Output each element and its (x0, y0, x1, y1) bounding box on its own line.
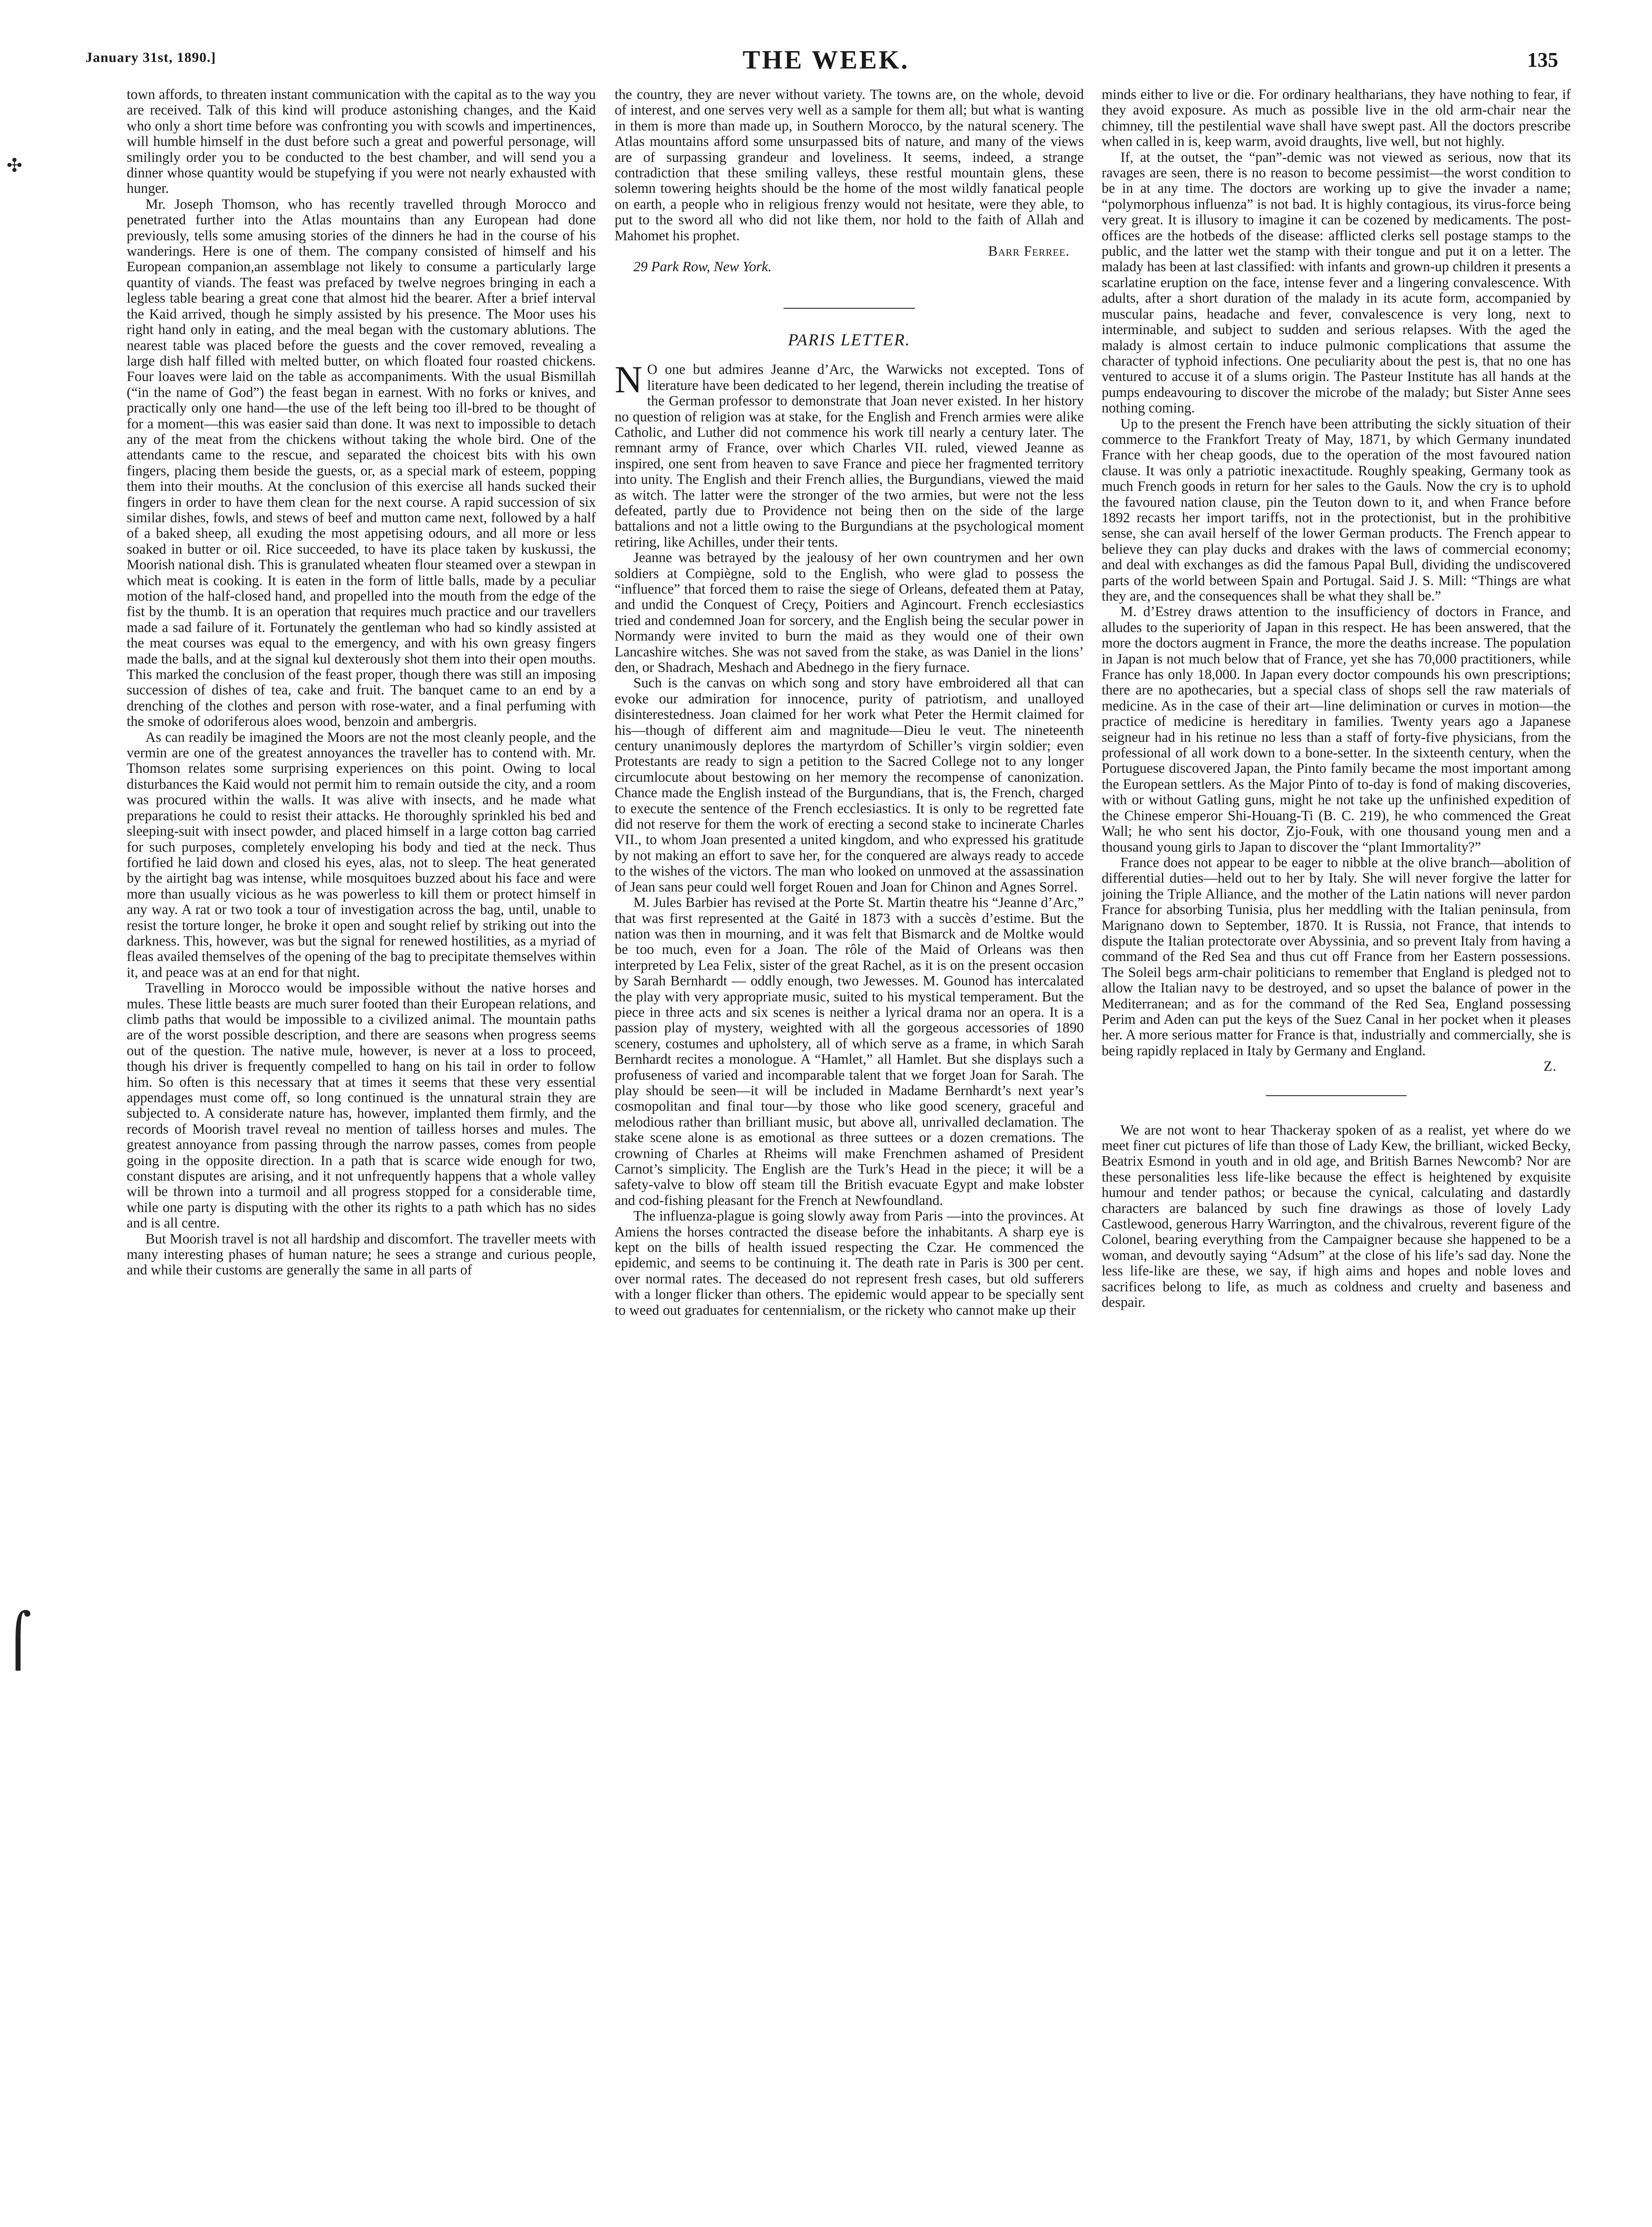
column-3 (1102, 87, 1571, 1310)
column-1 (127, 87, 596, 1278)
section-divider-2 (1266, 1095, 1407, 1096)
col2-paragraph-1: the country, they are never without variety. The towns are, on the whole, devoid of interest, and one serves very well as a sample for them all; but what is wanting in them is more than made up, in Southern Morocco, by the natural scenery. The Atlas mountains afford some unsurpassed bits of nature, and many of the views are of surpassing grandeur and loveliness. It seems, indeed, a strange contradiction that these smiling valleys, these restful mountain glens, these solemn towering heights should be the home of the most wildly fanatical people on earth, a people who in religious frenzy would not hesitate, were they able, to put to the sword all who did not like them, nor hold to the faith of Allah and Mahomet his prophet. (615, 86, 1084, 244)
letter-signature: Z. (1543, 1058, 1557, 1075)
col3-paragraph-5: France does not appear to be eager to nibble at the olive branch—abolition of differential duties—held out to her by Italy. She will never forgive the latter for joining the Triple Alliance, and the mother of the Latin nations will never pardon France for absorbing Tunisia, plus her meddling with the Italian peninsula, from Marignano down to September, 1870. It is Russia, not France, that intends to dispute the Italian protectorate over Abyssinia, and so prevent Italy from having a command of the Red Sea and thus cut off France from her Eastern possessions. The Soleil begs arm-chair politicians to remember that England is pledged not to allow the Italian navy to be destroyed, and so upset the balance of power in the Mediterranean; and as for the command of the Red Sea, England possessing Perim and Aden can put the keys of the Suez Canal in her pocket when it pleases her. A more serious matter for France is that, industrially and commercially, she is being rapidly replaced in Italy by Germany and England. (1102, 854, 1571, 1059)
col1-paragraph-1: town affords, to threaten instant communication with the capital as to the way you are received. Talk of this kind will produce astonishing changes, and the Kaid who only a short time before was confronting you with scowls and impertinences, will humble himself in the dust before such a great and powerful personage, will smilingly order you to be conducted to the best chamber, and will send you a dinner whose quantity would be stupefying if you were not nearly exhausted with hunger. (127, 86, 596, 197)
col1-paragraph-3: As can readily be imagined the Moors are not the most cleanly people, and the vermin are one of the greatest annoyances the traveller has to contend with. Mr. Thomson relates some surprising experiences on this point. Owing to local disturbances the Kaid would not permit him to remain outside the city, and a room was procured within the walls. It was alive with insects, and he made what preparations he could to resist their attacks. He thoroughly sprinkled his bed and sleeping-suit with insect powder, and placed himself in a large cotton bag carried for such purposes, completely enveloping his body and tied at the neck. Thus fortified he laid down and closed his eyes, alas, not to sleep. The heat generated by the airtight bag was intense, while mosquitoes buzzed about his face and were more than usually vicious as he was powerless to kill them or protect himself in any way. A rat or two took a tour of investigation across the bag, until, unable to resist the torture longer, he broke it open and sought relief by striking out into the darkness. This, however, was but the signal for renewed hostilities, as a myriad of fleas availed themselves of the opening of the bag to precipitate themselves within it, and peace was at an end for that night. (127, 729, 596, 980)
margin-dot-mark: ✣ (7, 155, 23, 176)
col3-paragraph-6: We are not wont to hear Thackeray spoken of as a realist, yet where do we meet finer cut pictures of life than those of Lady Kew, the brilliant, wicked Becky, Beatrix Esmond in youth and in old age, and British Barnes Newcomb? Nor are these personalities less life-like because the effect is heightened by exquisite humour and tender pathos; or because the cynical, calculating and dastardly characters are balanced by such fine drawings as those of lovely Lady Castlewood, generous Harry Warrington, and the chivalrous, reverent figure of the Colonel, bearing everything from the Campaigner because she happened to be a woman, and devoutly saying “Adsum” at the close of his life’s sad day. None the less life-like are these, we say, if high aims and hopes and noble loves and sacrifices belong to life, as much as coldness and cruelty and baseness and despair. (1102, 1121, 1571, 1311)
col2-paragraph-4: Such is the canvas on which song and story have embroidered all that can evoke our admiration for innocence, purity of patriotism, and unalloyed disinterestedness. Joan claimed for her work what Peter the Hermit claimed for his—though of different aim and magnitude—Dieu le veut. The nineteenth century unanimously deplores the martyrdom of Schiller’s virgin soldier; even Protestants are ready to sign a petition to the Sacred College not to any longer circumlocute about bestowing on her memory the recompense of canonization. Chance made the English instead of the Burgundians, that is, the French, charged to execute the sentence of the French ecclesiastics. It is only to be regretted fate did not reserve for them the work of erecting a second stake to incinerate Charles VII., to whom Joan presented a united kingdom, and who expressed his gratitude by not making an effort to save her, for the conquered are always ready to accede to the wishes of the victors. The man who looked on unmoved at the assassination of Jean sans peur could well forget Rouen and Joan for Chinon and Agnes Sorrel. (615, 675, 1084, 895)
page-number: 135 (1527, 48, 1558, 71)
col3-paragraph-2: If, at the outset, the “pan”-demic was not viewed as serious, now that its ravages are seen, there is no reason to become pessimist—the worst condition to be in at any time. The doctors are working up to give the invader a name; “polymorphous influenza” is not bad. It is highly contagious, its virus-force being very great. It is illusory to imagine it can be cozened by medicaments. The post-offices are the hotbeds of the disease: afflicted clerks sell postage stamps to the public, and the latter wet the stamp with their tongue and put it on a letter. The malady has been at last classified: with infants and grown-up children it presents a scarlatine eruption on the face, intense fever and a lingering convalescence. With adults, after a short duration of the malady in its acute form, accompanied by muscular pains, headache and fever, convalescence is very long, next to interminable, and subject to sudden and serious relapses. With the aged the malady is almost certain to induce pulmonic complications that assume the character of typhoid infections. One peculiarity about the pest is, that no one has ventured to accuse it of a slums origin. The Pasteur Institute has all hands at the pumps endeavouring to discover the microbe of the malady; but Sister Anne sees nothing coming. (1102, 149, 1571, 416)
col1-paragraph-5: But Moorish travel is not all hardship and discomfort. The traveller meets with many interesting phases of human nature; he sees a strange and curious people, and while their customs are generally the same in all parts of (127, 1230, 596, 1278)
drop-cap: N (615, 358, 643, 401)
col3-paragraph-4: M. d’Estrey draws attention to the insufficiency of doctors in France, and alludes to the superiority of Japan in this respect. He has been answered, that the more the doctors augment in France, the more the deaths increase. The population in Japan is not much below that of France, yet she has 70,000 practitioners, while France has only 18,000. In Japan every doctor compounds his own prescriptions; there are no apothecaries, but a special class of shops sell the raw materials of medicine. As in the case of their art—line delimination or curves in motion—the practice of medicine is hereditary in families. Twenty years ago a Japanese seigneur had in his retinue no less than a staff of forty-five physicians, from the professional of all work down to a bone-setter. In the sixteenth century, when the Portuguese discovered Japan, the Pinto family became the most important among the European settlers. As the Major Pinto of to-day is fond of making discoveries, with or without Gatling guns, might he not take up the unfinished expedition of the Chinese emperor Shi-Houang-Ti (B. C. 219), he who commenced the Great Wall; he who sent his doctor, Zjo-Fouk, with one thousand young men and a thousand young girls to Japan to discover the “plant Immortality?” (1102, 603, 1571, 855)
col2-paragraph-6: The influenza-plague is going slowly away from Paris —into the provinces. At Amiens the horses contracted the disease before the inhabitants. A sharp eye is kept on the bills of health issued respecting the Czar. He commenced the epidemic, and seems to be continuing it. The death rate in Paris is 300 per cent. over normal rates. The deceased do not represent fresh cases, but old sufferers with a longer flicker than others. The epidemic would appear to be specially sent to weed out graduates for centennialism, or the rickety who cannot make up their (615, 1208, 1084, 1318)
page-header (0, 45, 1652, 78)
col3-paragraph-1: minds either to live or die. For ordinary healtharians, they have nothing to fear, if they avoid exposure. As much as possible live in the old arm-chair near the chimney, till the pestilential wave shall have swept past. All the doctors prescribe when called in is, keep warm, avoid draughts, live well, but not highly. (1102, 86, 1571, 150)
margin-bracket-mark: ⌠ (5, 1610, 32, 1670)
section-divider (784, 308, 915, 309)
col2-paragraph-2-text: O one but admires Jeanne d’Arc, the Warwicks not excepted. Tons of literature have been dedicated to her legend, therein including the treatise of the German professor to demonstrate that Joan never existed. In her history no question of religion was at stake, for the English and French armies were alike Catholic, and Luther did not commence his work till nearly a century later. The remnant army of France, over which Charles VII. ruled, viewed Jeanne as inspired, one sent from heaven to save France and piece her fragmented territory into unity. The English and their French allies, the Burgundians, viewed the maid as witch. The latter were the stronger of the two armies, but were not the less defeated, partly due to Providence not being then on the side of the large battalions and not a little owing to the Burgundians at the psychological moment retiring, like Achilles, under their tents. (615, 361, 1084, 550)
article-signature: Barr Ferree. (988, 243, 1070, 259)
col2-paragraph-2 (615, 358, 1084, 550)
section-title: PARIS LETTER. (788, 330, 911, 349)
issue-date: January 31st, 1890.] (85, 50, 216, 65)
col1-paragraph-4: Travelling in Morocco would be impossible without the native horses and mules. These little beasts are much surer footed than their European relations, and climb paths that would be impossible to a civilized animal. The mountain paths are of the worst possible description, and there are seasons when progress seems out of the question. The native mule, however, is never at a loss to proceed, though his driver is frequently compelled to hang on his tail in order to follow him. So often is this necessary that at times it seems that these very essential appendages must come off, so long continued is the unnatural strain they are subjected to. A considerate nature has, however, implanted them firmly, and the records of Moorish travel reveal no mention of tailless horses and mules. The greatest annoyance from passing through the narrow passes, comes from people going in the opposite direction. In a path that is scarce wide enough for two, constant disputes are arising, and it not unfrequently happens that a whole valley will be thrown into a turmoil and all progress stopped for a considerable time, while one party is disputing with the other its rights to a path which has no sides and is all centre. (127, 980, 596, 1231)
col3-paragraph-3: Up to the present the French have been attributing the sickly situation of their commerce to the Frankfort Treaty of May, 1871, by which Germany inundated France with her cheap goods, due to the operation of the most favoured nation clause. It was only a patriotic inexactitude. Roughly speaking, Germany took as much French goods in return for her sales to the Gauls. Now the cry is to uphold the favoured nation clause, pin the Teuton down to it, and when France before 1892 recasts her import tariffs, not in the protectionist, but in the prohibitive sense, she can avail herself of the lower German products. The French appear to believe they can play ducks and drakes with the laws of commercial economy; and deal with exchanges as did the famous Papal Bull, dividing the undiscovered parts of the world between Spain and Portugal. Said J. S. Mill: “Things are what they are, and the consequences shall be what they shall be.” (1102, 415, 1571, 604)
article-address: 29 Park Row, New York. (633, 259, 772, 275)
col2-paragraph-5: M. Jules Barbier has revised at the Porte St. Martin theatre his “Jeanne d’Arc,” that was first represented at the Gaité in 1873 with a succès d’estime. But the nation was then in mourning, and it was felt that Bismarck and de Moltke would be too much, even for a Joan. The rôle of the Maid of Orleans was then interpreted by Lea Felix, sister of the great Rachel, as it is on the present occasion by Sarah Bernhardt — oddly enough, two Jewesses. M. Gounod has intercalated the play with very appropriate music, suited to his mystical temperament. But the piece in three acts and six scenes is neither a lyrical drama nor an opera. It is a passion play of mystery, weighted with all the gorgeous accessories of 1890 scenery, costumes and upholstery, all of which serve as a frame, in which Sarah Bernhardt recites a monologue. A “Hamlet,” all Hamlet. But she displays such a profuseness of varied and incomparable talent that we forget Joan for Sarah. The play should be seen—it will be included in Madame Bernhardt’s next year’s cosmopolitan and final tour—by those who like good scenery, graceful and melodious rather than brilliant music, but above all, unrivalled declamation. The stake scene alone is as emotional as three suttees or a dozen cremations. The crowning of Charles at Rheims will make Frenchmen ashamed of President Carnot’s simplicity. The English are the Turk’s Head in the piece; it will be a safety-valve to blow off steam till the British evacuate Egypt and make lobster and cod-fishing pleasant for the French at Newfoundland. (615, 894, 1084, 1208)
column-2 (615, 87, 1084, 1318)
col2-paragraph-3: Jeanne was betrayed by the jealousy of her own countrymen and her own soldiers at Compiègne, sold to the English, who were glad to possess the “influence” that forced them to raise the siege of Orleans, defeated them at Patay, and undid the Conquest of Creçy, Poitiers and Agincourt. French ecclesiastics tried and condemned Joan for sorcery, and the English being the secular power in Normandy were invited to burn the maid as they would one of their own Lancashire witches. She was not saved from the stake, as was Daniel in the lions’ den, or Shadrach, Meshach and Abednego in the fiery furnace. (615, 549, 1084, 675)
col1-paragraph-2: Mr. Joseph Thomson, who has recently travelled through Morocco and penetrated further into the Atlas mountains than any European had done previously, tells some amusing stories of the dinners he had in the course of his wanderings. Here is one of them. The company consisted of himself and his European companion,an assemblage not likely to consume a particularly large quantity of viands. The feast was prefaced by twelve negroes bringing in each a legless table bearing a great cone that almost hid the bearer. After a brief interval the Kaid arrived, though he simply assisted by his presence. The Moor uses his right hand only in eating, and the meal began with the customary ablutions. The nearest table was placed before the guests and the cover removed, revealing a large dish half filled with melted butter, on which floated four roasted chickens. Four loaves were laid on the table as accompaniments. With the usual Bismillah (“in the name of God”) the feast began in earnest. With no forks or knives, and practically only one hand—the use of the left being too ill-bred to be thought of for a moment—this was easier said than done. It was next to impossible to detach any of the meat from the chickens without taking the whole bird. One of the attendants came to the rescue, and separated the choicest bits with his own fingers, placing them beside the guests, or, as a special mark of esteem, popping them into their mouths. At the conclusion of this exercise all hands sucked their fingers in order to have them clean for the next course. A rapid succession of six similar dishes, fowls, and stews of beef and mutton came next, followed by a half of a baked sheep, all exuding the most appetising odours, and all more or less soaked in butter or oil. Rice succeeded, to have its place taken by kuskussi, the Moorish national dish. This is granulated wheaten flour steamed over a stewpan in which meat is cooking. It is eaten in the form of little balls, made by a peculiar motion of the half-closed hand, and propelled into the mouth from the edge of the fist by the thumb. It is an operation that requires much practice and our travellers made a sad failure of it. Fortunately the gentleman who had so kindly assisted at the meat courses was equal to the emergency, and with his own greasy fingers made the balls, and at the signal kul dexterously shot them into their open mouths. This marked the conclusion of the feast proper, though there was still an imposing succession of dishes of tea, cake and fruit. The banquet came to an end by a drenching of the clothes and person with rose-water, and a final perfuming with the smoke of odoriferous aloes wood, benzoin and ambergris. (127, 196, 596, 730)
publication-title: THE WEEK. (742, 46, 910, 75)
